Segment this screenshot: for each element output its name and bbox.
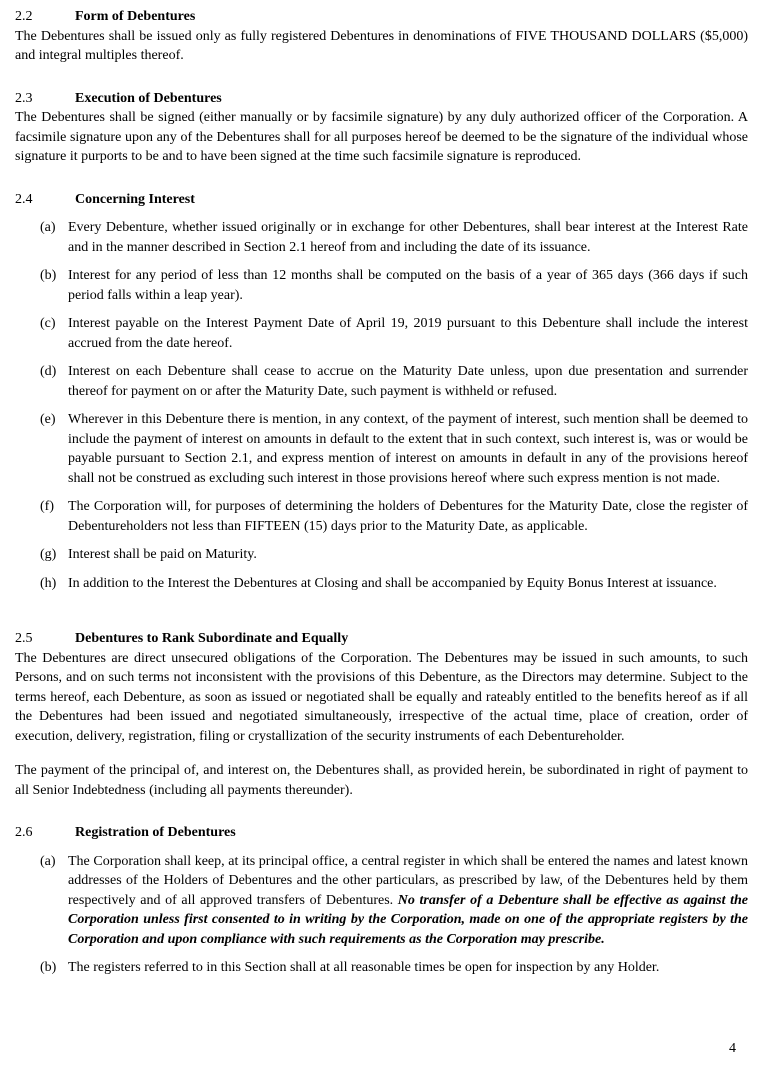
list-item	[15, 218, 748, 257]
list-item	[15, 574, 748, 594]
item-label: (d)	[40, 364, 57, 379]
section-2-6	[15, 823, 748, 978]
item-text-emphasis: No transfer of a Debenture shall be effective as against the Corporation unless first consented to in writing by the Corporation, made on one of the appropriate registers by the Corporation and upon compliance with such requirements as the Corporation may prescribe.	[68, 892, 748, 947]
section-title: Execution of Debentures	[75, 90, 222, 106]
item-text: The Corporation will, for purposes of determining the holders of Debentures for the Maturity Date, close the register of Debentureholders not less than FIFTEEN (15) days prior to the Maturity Date, as applicable.	[68, 499, 748, 534]
section-heading	[15, 89, 748, 109]
list-item	[15, 852, 748, 950]
section-number: 2.3	[15, 90, 33, 106]
item-label: (b)	[40, 960, 57, 975]
section-2-2	[15, 7, 748, 66]
item-label: (f)	[40, 499, 54, 514]
section-number: 2.4	[15, 191, 33, 207]
list-item	[15, 545, 748, 565]
item-text: Interest shall be paid on Maturity.	[68, 547, 257, 562]
section-heading	[15, 7, 748, 27]
item-text	[68, 852, 748, 950]
section-heading	[15, 190, 748, 210]
section-2-4	[15, 190, 748, 594]
item-text: Interest for any period of less than 12 months shall be computed on the basis of a year of 365 days (366 days if such period falls within a leap year).	[68, 268, 748, 303]
section-number: 2.5	[15, 631, 33, 646]
paragraph: The payment of the principal of, and interest on, the Debentures shall, as provided herein, be subordinated in right of payment to all Senior Indebtedness (including all payments thereunder).	[15, 763, 748, 798]
paragraph: The Debentures shall be issued only as fully registered Debentures in denominations of FIVE THOUSAND DOLLARS ($5,000) and integral multiples thereof.	[15, 28, 748, 63]
paragraph: The Debentures are direct unsecured obligations of the Corporation. The Debentures may be issued in such amounts, to such Persons, and on such terms not inconsistent with the provisions of this Debenture, as the Directors may determine. Subject to the terms hereof, each Debenture, as soon as issued or negotiated shall be equally and rateably entitled to the benefits hereof as if all the Debentures had been issued and negotiated simultaneously, irrespective of the actual time, place of creation, order of execution, delivery, registration, filing or crystallization of the security instruments of each Debentureholder.	[15, 650, 748, 744]
item-text: Every Debenture, whether issued originally or in exchange for other Debentures, shall bear interest at the Interest Rate and in the manner described in Section 2.1 hereof from and including the date of its issuance.	[68, 220, 748, 255]
item-label: (e)	[40, 412, 56, 427]
section-heading	[15, 629, 748, 649]
section-number: 2.6	[15, 825, 33, 840]
page-number: 4	[729, 1041, 736, 1056]
section-title: Debentures to Rank Subordinate and Equally	[75, 631, 349, 646]
list-item	[15, 410, 748, 488]
item-label: (c)	[40, 316, 56, 331]
section-heading	[15, 823, 748, 843]
list-item	[15, 314, 748, 353]
item-label: (h)	[40, 575, 57, 591]
item-text-normal: The Corporation shall keep, at its principal office, a central register in which shall be entered the names and latest known addresses of the Holders of Debentures and the other particulars, as prescribed by law, of the Debentures held by them respectively and of all approved transfers of Debentures.	[68, 853, 748, 908]
section-title: Form of Debentures	[75, 9, 196, 24]
section-title: Concerning Interest	[75, 191, 195, 207]
item-label: (a)	[40, 220, 56, 235]
item-label: (b)	[40, 268, 57, 283]
list-item	[15, 958, 748, 978]
list-item	[15, 497, 748, 536]
paragraph: The Debentures shall be signed (either manually or by facsimile signature) by any duly authorized officer of the Corporation. A facsimile signature upon any of the Debentures shall for all purposes hereof be deemed to be the signature of the individual whose signature it purports to be and to have been signed at the time such facsimile signature is reproduced.	[15, 110, 748, 164]
section-2-5	[15, 629, 748, 800]
item-label: (a)	[40, 853, 56, 869]
item-text: Wherever in this Debenture there is mention, in any context, of the payment of interest, such mention shall be deemed to include the payment of interest on amounts in default to the extent that in such context, such interest is, was or would be payable pursuant to Section 2.1, and express mention of interest on amounts in default in any of the provisions hereof shall not be construed as excluding such interest in those provisions hereof where such express mention is not made.	[68, 412, 748, 486]
section-number: 2.2	[15, 9, 33, 24]
item-label: (g)	[40, 547, 57, 562]
item-text: Interest on each Debenture shall cease to accrue on the Maturity Date unless, upon due presentation and surrender thereof for payment on or after the Maturity Date, such payment is withheld or refused.	[68, 364, 748, 399]
item-text: Interest payable on the Interest Payment Date of April 19, 2019 pursuant to this Debenture shall include the interest accrued from the date hereof.	[68, 316, 748, 351]
list-item	[15, 362, 748, 401]
item-text: The registers referred to in this Section shall at all reasonable times be open for inspection by any Holder.	[68, 960, 660, 975]
section-title: Registration of Debentures	[75, 825, 236, 840]
list-item	[15, 266, 748, 305]
item-text: In addition to the Interest the Debentures at Closing and shall be accompanied by Equity Bonus Interest at issuance.	[68, 575, 717, 591]
section-2-3	[15, 89, 748, 167]
